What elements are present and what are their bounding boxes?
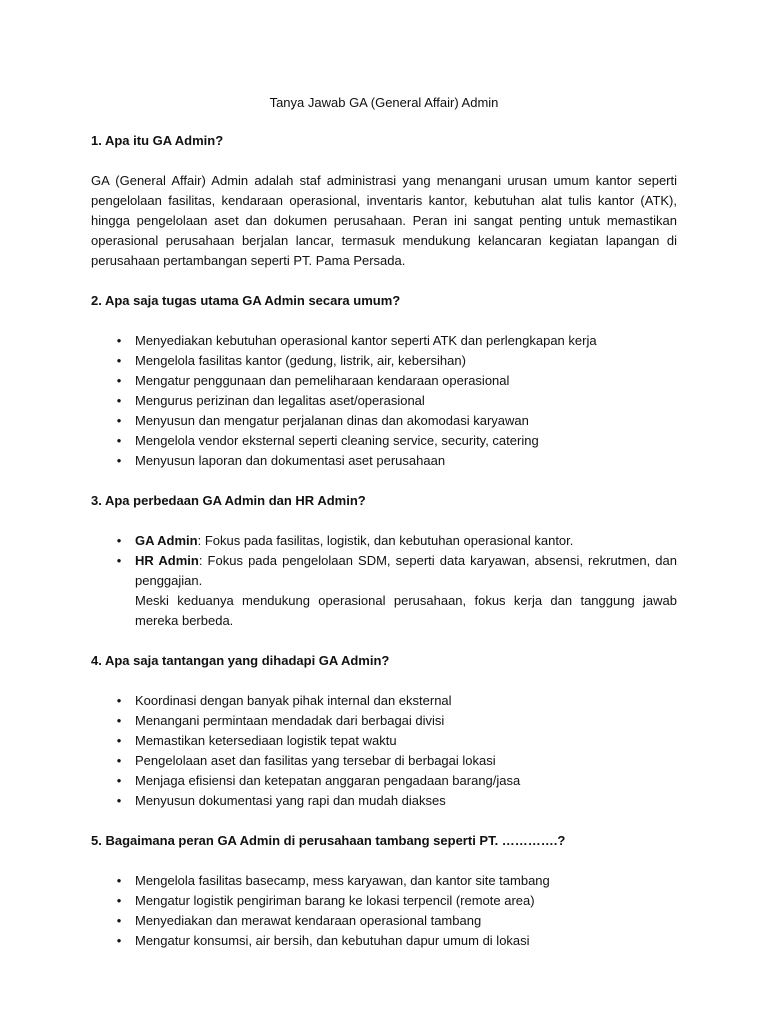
bullet-list: [91, 531, 677, 631]
bullet-icon: •: [116, 733, 122, 748]
term-label: HR Admin: [135, 553, 199, 568]
list-item: • Memastikan ketersediaan logistik tepat waktu: [91, 731, 677, 751]
list-item: • Menyusun dokumentasi yang rapi dan mudah diakses: [91, 791, 677, 811]
bullet-icon: •: [116, 533, 122, 548]
bullet-icon: •: [116, 753, 122, 768]
question-heading: 3. Apa perbedaan GA Admin dan HR Admin?: [91, 493, 366, 508]
bullet-icon: •: [116, 413, 122, 428]
bullet-icon: •: [116, 793, 122, 808]
bullet-icon: •: [116, 333, 122, 348]
question-heading: 4. Apa saja tantangan yang dihadapi GA Admin?: [91, 653, 390, 668]
bullet-icon: •: [116, 693, 122, 708]
list-item: • Koordinasi dengan banyak pihak internal dan eksternal: [91, 691, 677, 711]
bullet-icon: •: [116, 893, 122, 908]
list-item: • Mengatur konsumsi, air bersih, dan kebutuhan dapur umum di lokasi: [91, 931, 677, 951]
continuation-text: Meski keduanya mendukung operasional perusahaan, fokus kerja dan tanggung jawab mereka berbeda.: [135, 593, 677, 628]
list-item: • Menangani permintaan mendadak dari berbagai divisi: [91, 711, 677, 731]
list-item: • Mengatur penggunaan dan pemeliharaan kendaraan operasional: [91, 371, 677, 391]
list-item: • Menyediakan kebutuhan operasional kantor seperti ATK dan perlengkapan kerja: [91, 331, 677, 351]
question-heading: 5. Bagaimana peran GA Admin di perusahaan tambang seperti PT. ………….?: [91, 833, 566, 848]
bullet-icon: •: [116, 433, 122, 448]
list-item: • Menyediakan dan merawat kendaraan operasional tambang: [91, 911, 677, 931]
term-label: GA Admin: [135, 533, 198, 548]
list-item: • Menyusun laporan dan dokumentasi aset perusahaan: [91, 451, 677, 471]
bullet-icon: •: [116, 773, 122, 788]
list-item: • GA Admin: Fokus pada fasilitas, logistik, dan kebutuhan operasional kantor.: [91, 531, 677, 551]
list-item: • Mengelola fasilitas kantor (gedung, listrik, air, kebersihan): [91, 351, 677, 371]
list-item: • Menyusun dan mengatur perjalanan dinas dan akomodasi karyawan: [91, 411, 677, 431]
bullet-list: [91, 331, 677, 471]
bullet-icon: •: [116, 393, 122, 408]
bullet-icon: •: [116, 713, 122, 728]
bullet-icon: •: [116, 353, 122, 368]
bullet-icon: •: [116, 873, 122, 888]
list-item: • Menjaga efisiensi dan ketepatan anggaran pengadaan barang/jasa: [91, 771, 677, 791]
bullet-icon: •: [116, 913, 122, 928]
bullet-list: [91, 691, 677, 811]
list-item: • Mengurus perizinan dan legalitas aset/operasional: [91, 391, 677, 411]
question-heading: 1. Apa itu GA Admin?: [91, 133, 224, 148]
list-item: • Mengatur logistik pengiriman barang ke lokasi terpencil (remote area): [91, 891, 677, 911]
bullet-icon: •: [116, 373, 122, 388]
list-item: • Mengelola fasilitas basecamp, mess karyawan, dan kantor site tambang: [91, 871, 677, 891]
answer-paragraph: GA (General Affair) Admin adalah staf administrasi yang menangani urusan umum kantor seperti pengelolaan fasilitas, kendaraan operasional, inventaris kantor, kebutuhan alat tulis kantor (ATK), hingga pengelolaan aset dan dokumen perusahaan. Peran ini sangat penting untuk memastikan operasional perusahaan berjalan lancar, termasuk mendukung kelancaran kegiatan lapangan di perusahaan pertambangan seperti PT. Pama Persada.: [91, 173, 677, 268]
question-heading: 2. Apa saja tugas utama GA Admin secara umum?: [91, 293, 401, 308]
list-item: • Mengelola vendor eksternal seperti cleaning service, security, catering: [91, 431, 677, 451]
bullet-icon: •: [116, 553, 122, 568]
list-item: • HR Admin: Fokus pada pengelolaan SDM, seperti data karyawan, absensi, rekrutmen, dan penggajian. Meski keduanya mendukung operasional perusahaan, fokus kerja dan tanggung jawab mereka berbeda.: [91, 551, 677, 631]
document-title: Tanya Jawab GA (General Affair) Admin: [269, 95, 499, 110]
bullet-list: [91, 871, 677, 951]
list-item: • Pengelolaan aset dan fasilitas yang tersebar di berbagai lokasi: [91, 751, 677, 771]
bullet-icon: •: [116, 933, 122, 948]
document-body: [91, 93, 677, 971]
bullet-icon: •: [116, 453, 122, 468]
